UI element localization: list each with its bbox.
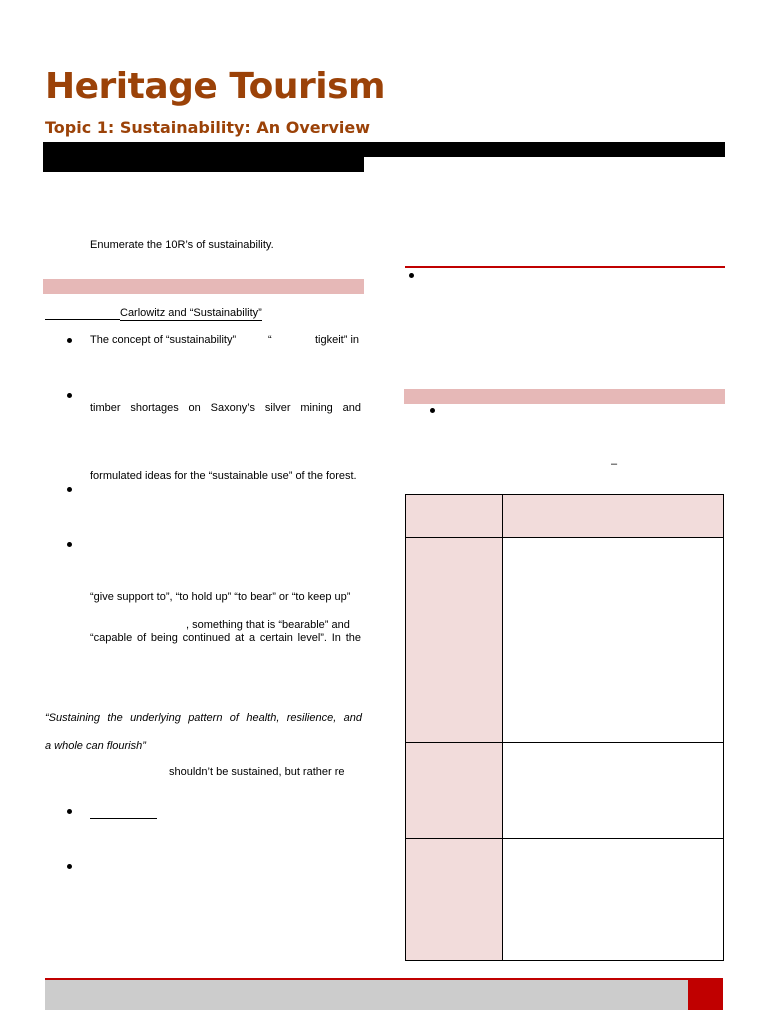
dash-mark: – (611, 458, 618, 470)
content-table (405, 494, 724, 961)
text-line: “ (268, 334, 272, 346)
footer-bar (45, 980, 688, 1010)
table-row-label (406, 743, 503, 839)
table-header-cell (406, 495, 503, 538)
bullet (409, 273, 414, 278)
text-line: shouldn’t be sustained, but rather re (169, 766, 345, 778)
table-header-cell (503, 495, 723, 538)
bullet (67, 542, 72, 547)
table-row-label (406, 839, 503, 960)
quote-line: a whole can flourish” (45, 740, 146, 752)
text-line: , something that is “bearable” and (186, 619, 350, 631)
text-line: tigkeit” in (315, 334, 360, 346)
bullet (67, 487, 72, 492)
section-heading: Carlowitz and “Sustainability” (120, 307, 262, 319)
table-cell (503, 839, 723, 960)
bullet (67, 809, 72, 814)
text-line: “capable of being continued at a certain level”. In the (90, 632, 361, 644)
header-bar-right (364, 142, 725, 157)
bullet (67, 338, 72, 343)
header-bar-left (43, 142, 364, 172)
left-section-bar (43, 279, 364, 294)
table-cell (503, 538, 723, 743)
table-cell (503, 743, 723, 839)
bullet (67, 864, 72, 869)
blank-underline (90, 818, 157, 819)
heading-underline-lead (45, 319, 120, 320)
footer-page-box (688, 980, 723, 1010)
topic-subtitle: Topic 1: Sustainability: An Overview (45, 118, 371, 137)
quote-line: “Sustaining the underlying pattern of health, resilience, and (45, 712, 362, 724)
document-title: Heritage Tourism (45, 66, 386, 107)
text-line: timber shortages on Saxony’s silver mining and (90, 402, 361, 414)
right-section-bar (404, 389, 725, 404)
text-line: “give support to”, “to hold up” “to bear” or “to keep up” (90, 591, 351, 603)
bullet (430, 408, 435, 413)
right-section-rule (405, 266, 725, 268)
bullet (67, 393, 72, 398)
text-line: formulated ideas for the “sustainable use” of the forest. (90, 470, 357, 482)
table-row-label (406, 538, 503, 743)
text-line: The concept of “sustainability” (90, 334, 237, 346)
prompt-text: Enumerate the 10R’s of sustainability. (90, 239, 274, 251)
